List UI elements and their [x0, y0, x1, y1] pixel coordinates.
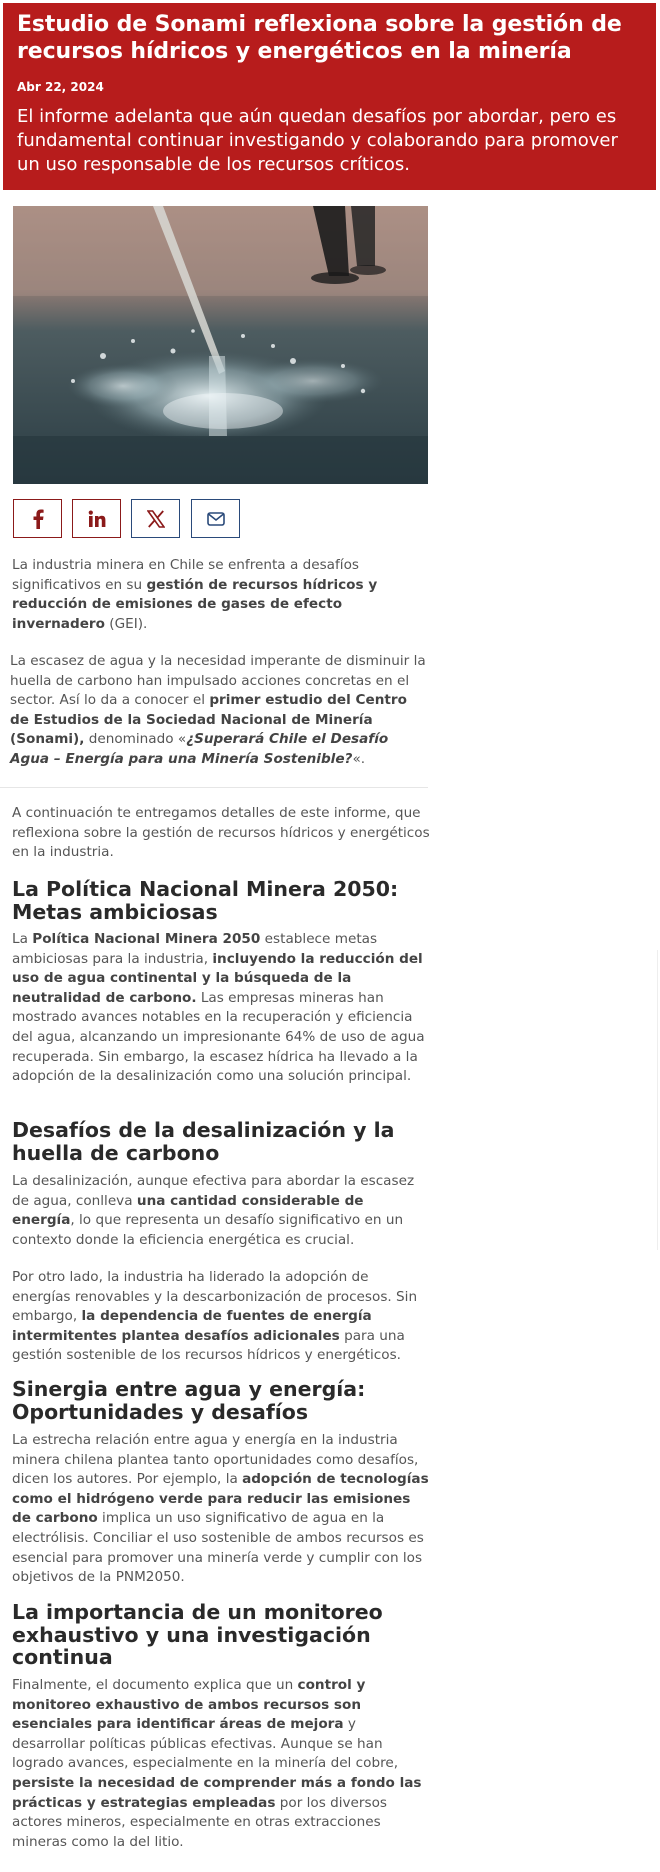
- email-icon: [207, 512, 225, 526]
- paragraph-5: La desalinización, aunque efectiva para abordar la escasez de agua, conlleva una cantidad considerable de energía, lo que representa un desafío significativo en un contexto donde la eficiencia energética es crucial.: [12, 1173, 415, 1248]
- article-hero: [3, 3, 656, 190]
- x-icon: [147, 510, 165, 528]
- article-lead: El informe adelanta que aún quedan desafíos por abordar, pero es fundamental continuar investigando y colaborando para promover un uso responsable de los recursos críticos.: [17, 106, 618, 175]
- paragraph-3: A continuación te entregamos detalles de este informe, que reflexiona sobre la gestión de recursos hídricos y energéticos en la industria.: [12, 805, 430, 861]
- sidebar-edge-rule: [657, 950, 658, 1250]
- paragraph-7: La estrecha relación entre agua y energía en la industria minera chilena plantea tanto oportunidades como desafíos, dicen los autores. Por ejemplo, la adopción de tecnologías como el hidrógeno verde para reducir las emisiones de carbono implica un uso significativo de agua en la electrólisis. Conciliar el uso sostenible de ambos recursos es esencial para promover una minería verde y cumplir con los objetivos de la PNM2050.: [12, 1432, 429, 1586]
- section-synergy: [12, 1378, 430, 1423]
- content-divider: [0, 787, 428, 788]
- section-monitoring: [12, 1601, 430, 1669]
- share-linkedin-button[interactable]: [72, 499, 121, 538]
- facebook-icon: [31, 509, 45, 529]
- linkedin-icon: [88, 510, 106, 528]
- paragraph-intro: [12, 556, 430, 634]
- heading-synergy: Sinergia entre agua y energía: Oportunidades y desafíos: [12, 1377, 366, 1424]
- heading-pnm2050: La Política Nacional Minera 2050: Metas ambiciosas: [12, 877, 399, 924]
- paragraph-2: La escasez de agua y la necesidad imperante de disminuir la huella de carbono han impulsado acciones concretas en el sector. Así lo da a conocer el primer estudio del Centro de Estudios de la Sociedad Nacional de Minería (Sonami), denominado «¿Superará Chile el Desafío Agua – Energía para una Minería Sostenible?«.: [10, 653, 426, 767]
- share-email-button[interactable]: [191, 499, 240, 538]
- paragraph-monitoring-block: [12, 1676, 430, 1852]
- article-date: Abr 22, 2024: [17, 80, 104, 94]
- share-bar: [13, 499, 243, 538]
- paragraph-synergy-block: [12, 1431, 430, 1588]
- article-title: Estudio de Sonami reflexiona sobre la gestión de recursos hídricos y energéticos en la minería: [17, 12, 622, 64]
- paragraph-1: La industria minera en Chile se enfrenta a desafíos significativos en su gestión de recursos hídricos y reducción de emisiones de gases de efecto invernadero (GEI).: [12, 557, 378, 632]
- share-x-button[interactable]: [131, 499, 180, 538]
- paragraph-details: [12, 804, 430, 863]
- paragraph-pnm2050-block: [12, 930, 430, 1087]
- paragraph-desalination-block: [12, 1172, 430, 1250]
- paragraph-renewables-block: [12, 1268, 430, 1366]
- paragraph-8: Finalmente, el documento explica que un control y monitoreo exhaustivo de ambos recursos son esenciales para identificar áreas de mejora y desarrollar políticas públicas efectivas. Aunque se han logrado avances, especialmente en la minería del cobre, persiste la necesidad de comprender más a fondo las prácticas y estrategias empleadas por los diversos actores mineros, especialmente en otras extracciones mineras como la del litio.: [12, 1677, 422, 1850]
- article-photo-water-splash: [13, 206, 428, 484]
- section-desalination: [12, 1119, 430, 1164]
- paragraph-6: Por otro lado, la industria ha liderado la adopción de energías renovables y la descarbonización de procesos. Sin embargo, la dependencia de fuentes de energía intermitentes plantea desafíos adicionales para una gestión sostenible de los recursos hídricos y energéticos.: [12, 1269, 418, 1364]
- paragraph-study: [10, 652, 428, 770]
- share-facebook-button[interactable]: [13, 499, 62, 538]
- section-pnm2050: [12, 878, 430, 923]
- paragraph-4: La Política Nacional Minera 2050 establece metas ambiciosas para la industria, incluyendo la reducción del uso de agua continental y la búsqueda de la neutralidad de carbono. Las empresas mineras han mostrado avances notables en la recuperación y eficiencia del agua, alcanzando un impresionante 64% de uso de agua recuperada. Sin embargo, la escasez hídrica ha llevado a la adopción de la desalinización como una solución principal.: [12, 931, 425, 1085]
- heading-desalination: Desafíos de la desalinización y la huella de carbono: [12, 1118, 395, 1165]
- heading-monitoring: La importancia de un monitoreo exhaustivo y una investigación continua: [12, 1600, 383, 1669]
